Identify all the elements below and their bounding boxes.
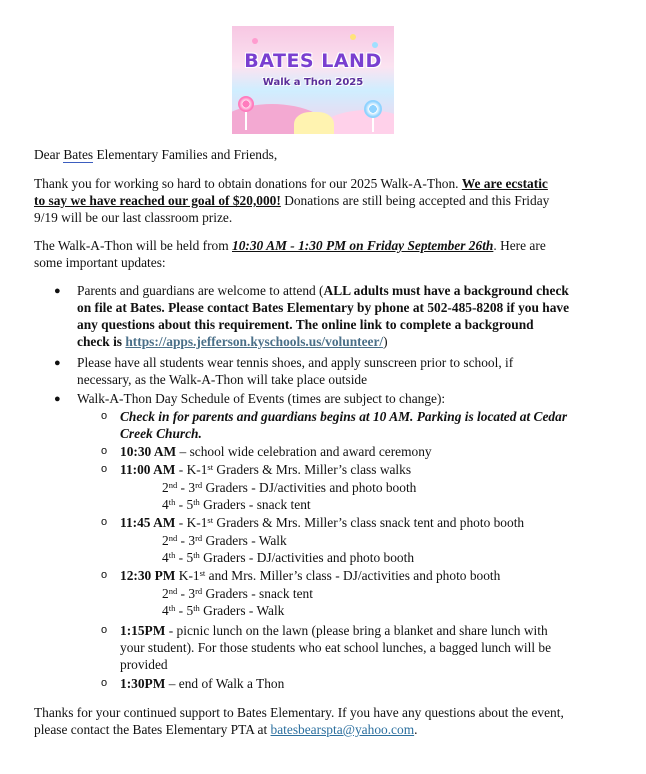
walk-a-thon-banner <box>232 26 394 134</box>
banner-title: BATES LAND <box>244 50 382 72</box>
lollipop-icon <box>238 96 254 112</box>
schedule-115-line2: your student). For those students who eat school lunches, a bagged lunch will be <box>120 640 552 655</box>
schedule-130: 1:30PM – end of Walk a Thon <box>120 676 285 691</box>
schedule-115-line3: provided <box>120 657 168 672</box>
lollipop-stick <box>372 118 374 132</box>
lollipop-icon <box>364 100 382 118</box>
sub-bullet-icon: o <box>101 445 108 457</box>
schedule-checkin-line1: Check in for parents and guardians begins at 10 AM. Parking is located at Cedar <box>120 409 568 424</box>
sub-bullet-icon: o <box>101 410 108 422</box>
bullet-icon: ● <box>54 285 61 297</box>
event-time: 10:30 AM - 1:30 PM on Friday September 26th <box>232 238 494 253</box>
pta-email-link[interactable]: batesbearspta@yahoo.com <box>270 722 415 737</box>
para2-line1: The Walk-A-Thon will be held from 10:30 AM - 1:30 PM on Friday September 26th. Here are <box>34 238 546 253</box>
schedule-1145-sub2: 4th - 5th Graders - DJ/activities and photo booth <box>162 550 415 565</box>
schedule-1230-sub2: 4th - 5th Graders - Walk <box>162 603 285 618</box>
bullet2-line1: Please have all students wear tennis shoes, and apply sunscreen prior to school, if <box>77 355 514 370</box>
candy-dot <box>372 42 378 48</box>
schedule-1100: 11:00 AM - K-1st Graders & Mrs. Miller’s class walks <box>120 462 412 477</box>
schedule-1100-sub1: 2nd - 3rd Graders - DJ/activities and photo booth <box>162 480 417 495</box>
schedule-1030: 10:30 AM – school wide celebration and award ceremony <box>120 444 432 459</box>
schedule-1145: 11:45 AM - K-1st Graders & Mrs. Miller’s class snack tent and photo booth <box>120 515 525 530</box>
schedule-1100-sub2: 4th - 5th Graders - snack tent <box>162 497 311 512</box>
para1-line2: to say we have reached our goal of $20,000! Donations are still being accepted and this Friday <box>34 193 550 208</box>
schedule-1230-sub1: 2nd - 3rd Graders - snack tent <box>162 586 313 601</box>
closing-line1: Thanks for your continued support to Bates Elementary. If you have any questions about the event, <box>34 705 564 720</box>
sub-bullet-icon: o <box>101 624 108 636</box>
volunteer-link[interactable]: https://apps.jefferson.kyschools.us/volunteer/ <box>125 334 384 349</box>
banner-path <box>294 112 334 134</box>
greeting: Dear Bates Elementary Families and Friends, <box>34 147 278 162</box>
sub-bullet-icon: o <box>101 569 108 581</box>
schedule-1145-sub1: 2nd - 3rd Graders - Walk <box>162 533 287 548</box>
bullet3-line1: Walk-A-Thon Day Schedule of Events (times are subject to change): <box>77 391 446 406</box>
bullet1-line3: any questions about this requirement. The online link to complete a background <box>77 317 534 332</box>
bullet1-line2: on file at Bates. Please contact Bates Elementary by phone at 502-485-8208 if you have <box>77 300 570 315</box>
bullet1-line4: check is https://apps.jefferson.kyschools.us/volunteer/) <box>77 334 388 349</box>
para1-line3: 9/19 will be our last classroom prize. <box>34 210 233 225</box>
sub-bullet-icon: o <box>101 516 108 528</box>
school-name: Bates <box>63 147 94 162</box>
banner-subtitle: Walk a Thon 2025 <box>262 77 364 88</box>
para2-line2: some important updates: <box>34 255 166 270</box>
sub-bullet-icon: o <box>101 463 108 475</box>
closing-line2: please contact the Bates Elementary PTA at batesbearspta@yahoo.com. <box>34 722 418 737</box>
bullet-icon: ● <box>54 357 61 369</box>
bullet-icon: ● <box>54 393 61 405</box>
schedule-115-line1: 1:15PM - picnic lunch on the lawn (please bring a blanket and share lunch with <box>120 623 548 638</box>
bullet1-line1: Parents and guardians are welcome to attend (ALL adults must have a background check <box>77 283 569 298</box>
lollipop-stick <box>245 112 247 130</box>
schedule-checkin-line2: Creek Church. <box>120 426 202 441</box>
candy-dot <box>252 38 258 44</box>
para1-line1: Thank you for working so hard to obtain donations for our 2025 Walk-A-Thon. We are ecstatic <box>34 176 548 191</box>
candy-dot <box>350 34 356 40</box>
bullet2-line2: necessary, as the Walk-A-Thon will take place outside <box>77 372 368 387</box>
schedule-1230: 12:30 PM K-1st and Mrs. Miller’s class - DJ/activities and photo booth <box>120 568 501 583</box>
sub-bullet-icon: o <box>101 677 108 689</box>
